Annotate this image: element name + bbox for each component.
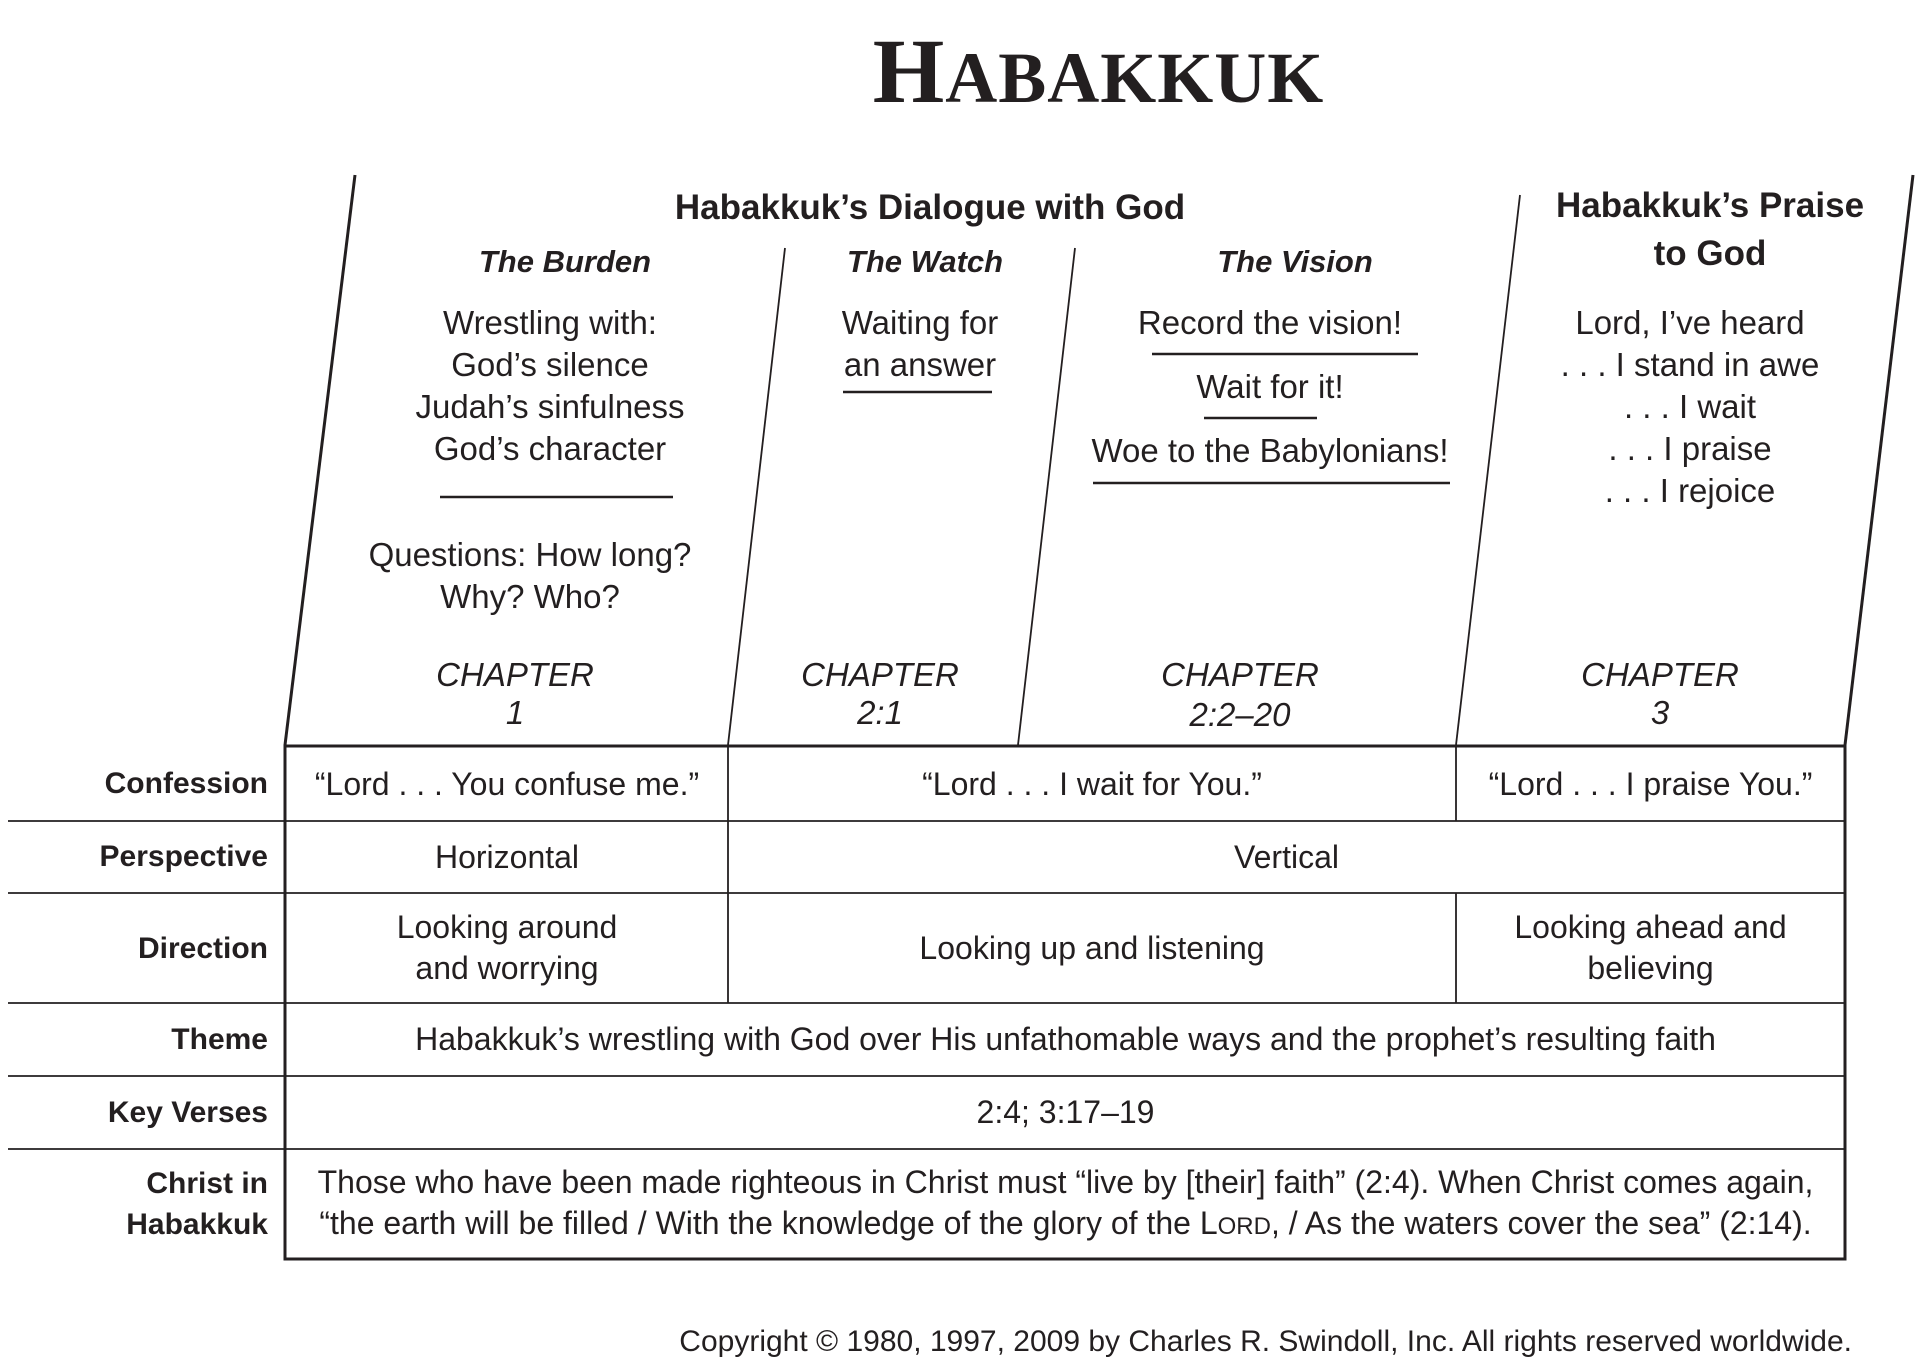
- key-verses-cell: 2:4; 3:17–19: [976, 1094, 1155, 1130]
- watch-line: an answer: [843, 346, 997, 383]
- section-praise-header-line2: to God: [1653, 234, 1767, 273]
- chapter-number: 2:2–20: [1189, 696, 1291, 733]
- row-label-key-verses: Key Verses: [107, 1096, 268, 1129]
- praise-line: . . . I wait: [1623, 388, 1757, 425]
- chapter-number: 3: [1650, 694, 1670, 731]
- christ-cell: [288, 1150, 1843, 1258]
- christ-cell-line2: [319, 1203, 1811, 1247]
- direction-cell-line: Looking ahead and: [1514, 909, 1787, 945]
- confession-cell: “Lord . . . I wait for You.”: [922, 765, 1262, 802]
- row-label-confession: Confession: [104, 767, 268, 800]
- burden-question: Questions: How long?: [368, 536, 692, 573]
- christ-cell-line1: Those who have been made righteous in Christ must “live by [their] faith” (2:4). When Christ comes again,: [317, 1163, 1814, 1200]
- heading-the-watch: The Watch: [846, 244, 1004, 279]
- direction-cell: Looking up and listening: [919, 929, 1265, 966]
- burden-line: God’s character: [433, 430, 667, 467]
- vision-line: Wait for it!: [1196, 368, 1344, 405]
- title-rest: ABAKKUK: [945, 38, 1325, 118]
- heading-the-vision: The Vision: [1217, 244, 1373, 279]
- confession-cell: “Lord . . . You confuse me.”: [314, 765, 700, 802]
- burden-line: God’s silence: [451, 346, 649, 383]
- praise-line: . . . I rejoice: [1604, 472, 1776, 509]
- burden-line: Judah’s sinfulness: [415, 388, 685, 425]
- chapter-label: CHAPTER: [1161, 656, 1319, 693]
- chapter-label: CHAPTER: [1581, 656, 1739, 693]
- praise-line: . . . I stand in awe: [1560, 346, 1820, 383]
- burden-line: Wrestling with:: [443, 304, 657, 341]
- chapter-label: CHAPTER: [801, 656, 959, 693]
- vision-line: Woe to the Babylonians!: [1091, 432, 1449, 469]
- christ-text-smallcaps: ORD: [1217, 1212, 1271, 1240]
- section-praise-header-line1: Habakkuk’s Praise: [1555, 186, 1865, 225]
- theme-cell: Habakkuk’s wrestling with God over His unfathomable ways and the prophet’s resulting faith: [415, 1021, 1716, 1057]
- left-slant-border: [285, 175, 355, 745]
- row-label-theme: Theme: [171, 1023, 268, 1056]
- perspective-cell: Horizontal: [434, 838, 580, 875]
- row-label-christ-line1: Christ in: [146, 1167, 268, 1200]
- row-label-perspective: Perspective: [99, 840, 268, 873]
- christ-text-b: , / As the waters cover the sea” (2:14).: [1270, 1204, 1812, 1241]
- chapter-number: 2:1: [857, 694, 903, 731]
- row-label-christ-line2: Habakkuk: [126, 1208, 268, 1241]
- direction-cell: [1458, 894, 1843, 1002]
- copyright-footer: Copyright © 1980, 1997, 2009 by Charles R. Swindoll, Inc. All rights reserved worldwide.: [679, 1325, 1852, 1358]
- direction-cell: [288, 894, 726, 1002]
- chapter-label: CHAPTER: [436, 656, 594, 693]
- watch-line: Waiting for: [841, 304, 999, 341]
- section-dialogue-header: Habakkuk’s Dialogue with God: [674, 188, 1186, 227]
- title-first-letter: H: [872, 20, 946, 122]
- praise-line: . . . I praise: [1608, 430, 1772, 467]
- heading-the-burden: The Burden: [478, 244, 652, 279]
- burden-question: Why? Who?: [440, 578, 620, 615]
- perspective-cell: Vertical: [1234, 838, 1339, 875]
- christ-text-a: “the earth will be filled / With the knowledge of the glory of the L: [319, 1204, 1218, 1241]
- vision-line: Record the vision!: [1137, 304, 1403, 341]
- chapter-number: 1: [505, 694, 525, 731]
- direction-cell-line: Looking around: [396, 909, 618, 945]
- praise-line: Lord, I’ve heard: [1575, 304, 1805, 341]
- row-label-direction: Direction: [137, 932, 268, 965]
- direction-cell-line: and worrying: [415, 950, 599, 986]
- direction-cell-line: believing: [1587, 950, 1714, 986]
- confession-cell: “Lord . . . I praise You.”: [1488, 765, 1813, 802]
